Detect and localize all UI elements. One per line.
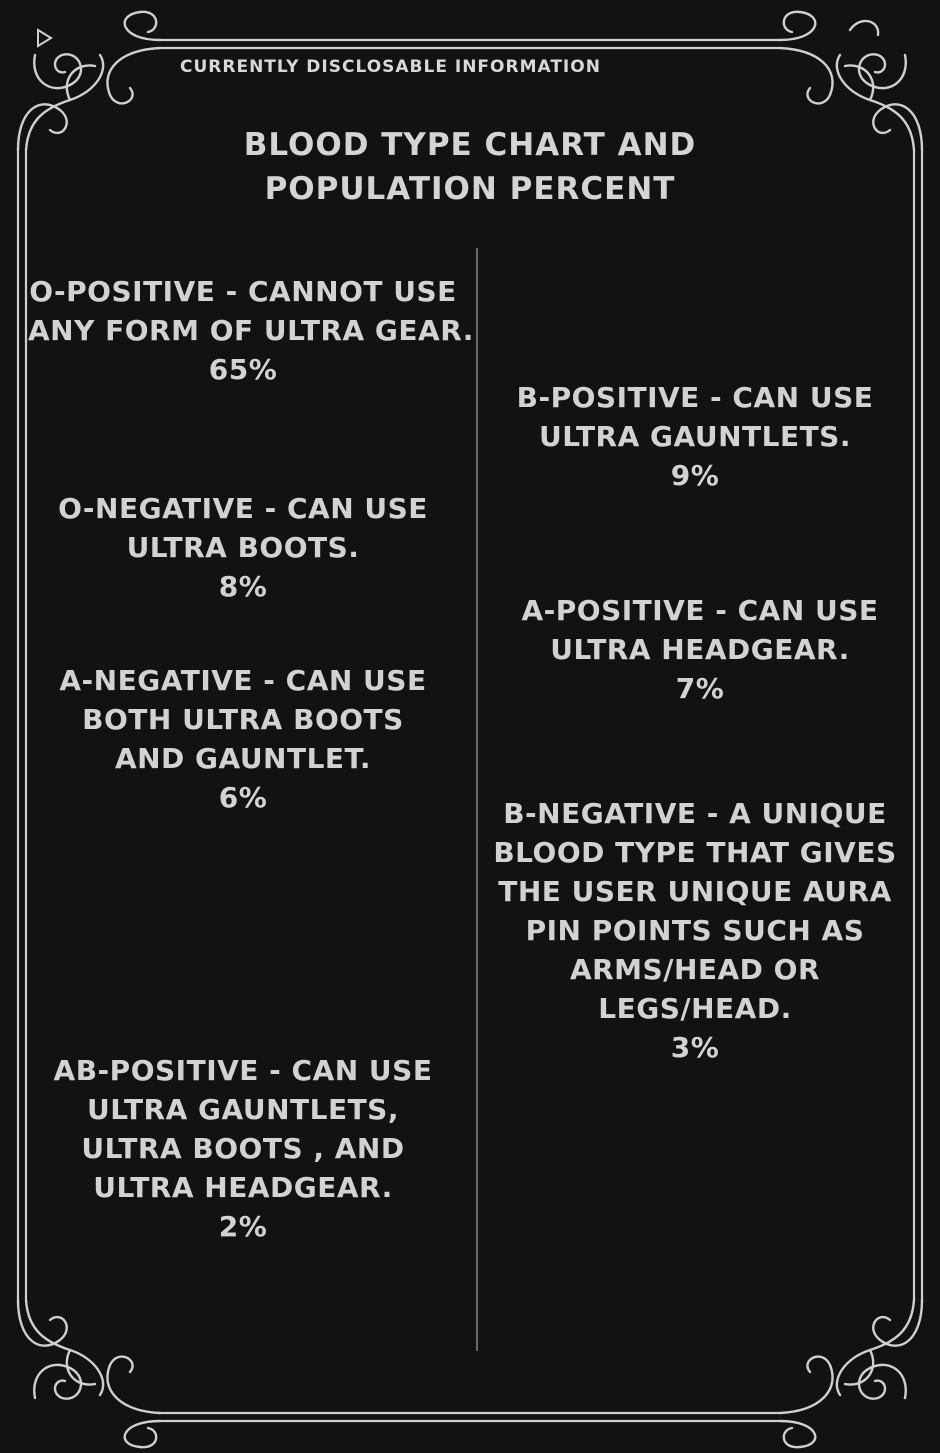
entry-line: ANY FORM OF ULTRA GEAR. bbox=[28, 314, 474, 347]
entry-line: B-POSITIVE - CAN USE bbox=[516, 381, 874, 414]
entry-line: AND GAUNTLET. bbox=[114, 742, 372, 775]
entry-line: ULTRA BOOTS , AND bbox=[81, 1132, 405, 1165]
entry-percent: 2% bbox=[218, 1210, 268, 1243]
entry-b-negative bbox=[490, 794, 900, 1067]
entry-a-negative bbox=[28, 661, 458, 817]
entry-line: ULTRA BOOTS. bbox=[126, 531, 360, 564]
entry-percent: 8% bbox=[218, 570, 268, 603]
entry-percent: 9% bbox=[670, 459, 720, 492]
column-divider bbox=[476, 248, 478, 1351]
entry-line: ULTRA GAUNTLETS, bbox=[87, 1093, 399, 1126]
title-line-1: BLOOD TYPE CHART AND bbox=[243, 127, 697, 163]
entry-line: BOTH ULTRA BOOTS bbox=[82, 703, 404, 736]
entry-o-positive bbox=[28, 272, 474, 389]
triangle-marker-icon bbox=[36, 28, 54, 48]
corner-scroll-top-right bbox=[780, 12, 922, 150]
entry-o-negative bbox=[28, 489, 458, 606]
page-title bbox=[220, 123, 720, 211]
entry-line: ARMS/HEAD OR bbox=[569, 953, 821, 986]
entry-percent: 3% bbox=[670, 1031, 720, 1064]
entry-line: ULTRA HEADGEAR. bbox=[93, 1171, 393, 1204]
entry-line: A-NEGATIVE - CAN USE bbox=[59, 664, 427, 697]
corner-scroll-bottom-right bbox=[780, 1300, 922, 1447]
entry-line: AB-POSITIVE - CAN USE bbox=[53, 1054, 433, 1087]
entry-line: O-NEGATIVE - CAN USE bbox=[58, 492, 428, 525]
entry-b-positive bbox=[490, 378, 900, 495]
entry-percent: 7% bbox=[675, 672, 725, 705]
entry-percent: 65% bbox=[208, 353, 278, 386]
entry-percent: 6% bbox=[218, 781, 268, 814]
entry-line: BLOOD TYPE THAT GIVES bbox=[493, 836, 897, 869]
entry-ab-positive bbox=[28, 1051, 458, 1246]
entry-line: A-POSITIVE - CAN USE bbox=[521, 594, 879, 627]
entry-line: LEGS/HEAD. bbox=[598, 992, 792, 1025]
entry-line: THE USER UNIQUE AURA bbox=[498, 875, 892, 908]
entry-line: B-NEGATIVE - A UNIQUE bbox=[503, 797, 887, 830]
entry-line: PIN POINTS SUCH AS bbox=[525, 914, 865, 947]
entry-line: ULTRA GAUNTLETS. bbox=[539, 420, 851, 453]
header-label: CURRENTLY DISCLOSABLE INFORMATION bbox=[180, 57, 601, 77]
title-line-2: POPULATION PERCENT bbox=[264, 171, 676, 207]
entry-a-positive bbox=[495, 591, 905, 708]
corner-scroll-bottom-left bbox=[18, 1300, 160, 1447]
entry-line: ULTRA HEADGEAR. bbox=[550, 633, 850, 666]
entry-line: O-POSITIVE - CANNOT USE bbox=[29, 275, 457, 308]
